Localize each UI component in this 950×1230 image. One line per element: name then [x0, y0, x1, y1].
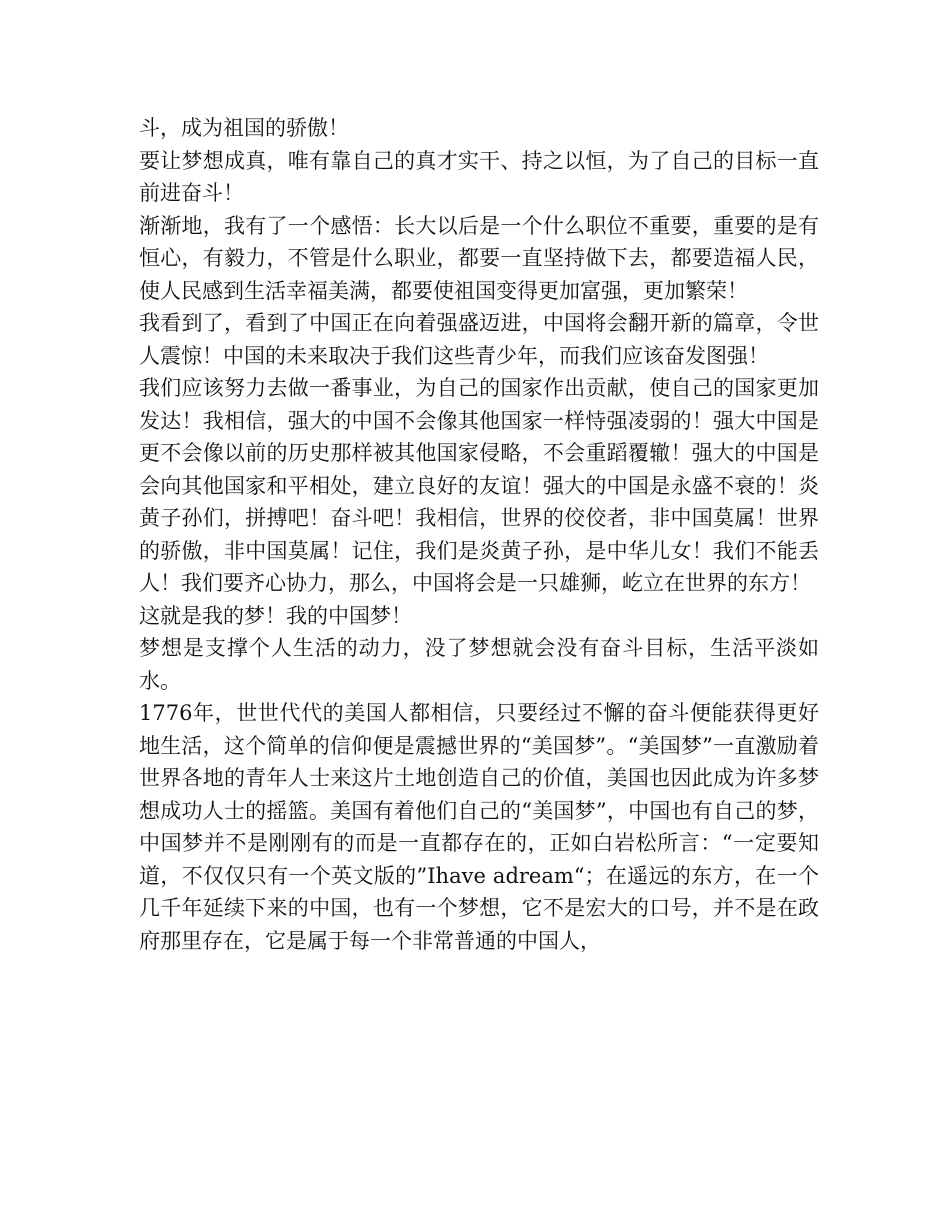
- paragraph-1: 斗，成为祖国的骄傲！: [139, 116, 349, 140]
- paragraph-4: 我看到了，看到了中国正在向着强盛迈进，中国将会翻开新的篇章，令世人震惊！中国的未来取决于我们这些青少年，而我们应该奋发图强！: [139, 311, 819, 368]
- paragraph-7: 梦想是支撑个人生活的动力，没了梦想就会没有奋斗目标，生活平淡如水。: [139, 636, 819, 693]
- paragraph-8: 1776年，世世代代的美国人都相信，只要经过不懈的奋斗便能获得更好地生活，这个简单的信仰便是震撼世界的“美国梦”。“美国梦”一直激励着世界各地的青年人士来这片土地创造自己的价值，美国也因此成为许多梦想成功人士的摇篮。美国有着他们自己的“美国梦”，中国也有自己的梦，中国梦并不是刚刚有的而是一直都存在的，正如白岩松所言：“一定要知道，不仅仅只有一个英文版的”Ihave adream“；在遥远的东方，在一个几千年延续下来的中国，也有一个梦想，它不是宏大的口号，并不是在政府那里存在，它是属于每一个非常普通的中国人，: [139, 701, 819, 953]
- paragraph-5: 我们应该努力去做一番事业，为自己的国家作出贡献，使自己的国家更加发达！我相信，强大的中国不会像其他国家一样恃强凌弱的！强大中国是更不会像以前的历史那样被其他国家侵略，不会重蹈覆辙！强大的中国是会向其他国家和平相处，建立良好的友谊！强大的中国是永盛不衰的！炎黄子孙们，拼搏吧！奋斗吧！我相信，世界的佼佼者，非中国莫属！世界的骄傲，非中国莫属！记住，我们是炎黄子孙，是中华儿女！我们不能丢人！我们要齐心协力，那么，中国将会是一只雄狮，屹立在世界的东方！: [139, 376, 819, 595]
- paragraph-3: 渐渐地，我有了一个感悟：长大以后是一个什么职位不重要，重要的是有恒心，有毅力，不管是什么职业，都要一直坚持做下去，都要造福人民，使人民感到生活幸福美满，都要使祖国变得更加富强，更加繁荣！: [139, 213, 819, 303]
- paragraph-6: 这就是我的梦！我的中国梦！: [139, 603, 412, 628]
- paragraph-2: 要让梦想成真，唯有靠自己的真才实干、持之以恒，为了自己的目标一直前进奋斗！: [139, 148, 819, 205]
- document-body: [139, 112, 819, 957]
